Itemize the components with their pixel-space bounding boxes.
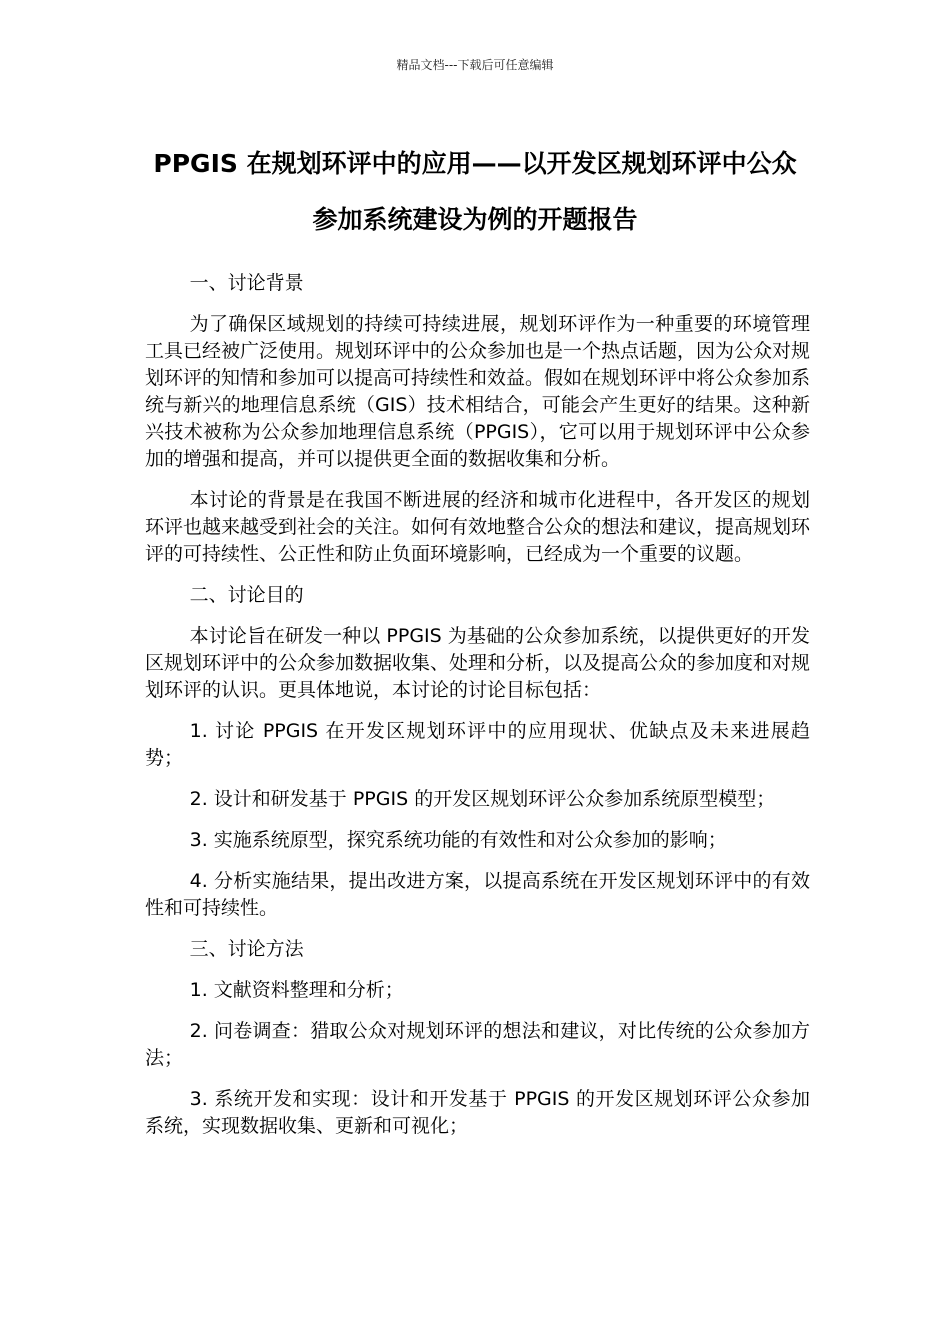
paragraph: 为了确保区域规划的持续可持续进展，规划环评作为一种重要的环境管理工具已经被广泛使用。规划环评中的公众参加也是一个热点话题，因为公众对规划环评的知情和参加可以提高可持续性和效益。假如在规划环评中将公众参加系统与新兴的地理信息系统（GIS）技术相结合，可能会产生更好的结果。这种新兴技术被称为公众参加地理信息系统（PPGIS），它可以用于规划环评中公众参加的增强和提高，并可以提供更全面的数据收集和分析。 <box>145 313 811 470</box>
list-item: 3. 系统开发和实现：设计和开发基于 PPGIS 的开发区规划环评公众参加系统，实现数据收集、更新和可视化； <box>145 1088 810 1137</box>
list-item: 4. 分析实施结果，提出改进方案，以提高系统在开发区规划环评中的有效性和可持续性。 <box>145 870 810 919</box>
paragraph: 本讨论的背景是在我国不断进展的经济和城市化进程中，各开发区的规划环评也越来越受到社会的关注。如何有效地整合公众的想法和建议，提高规划环评的可持续性、公正性和防止负面环境影响，已经成为一个重要的议题。 <box>145 489 811 565</box>
list-item: 2. 设计和研发基于 PPGIS 的开发区规划环评公众参加系统原型模型； <box>189 788 776 810</box>
paragraph: 本讨论旨在研发一种以 PPGIS 为基础的公众参加系统，以提供更好的开发区规划环评中的公众参加数据收集、处理和分析，以及提高公众的参加度和对规划环评的认识。更具体地说，本讨论的讨论目标包括： <box>145 625 811 701</box>
section-heading-method: 三、讨论方法 <box>189 938 304 960</box>
list-item: 3. 实施系统原型，探究系统功能的有效性和对公众参加的影响； <box>189 829 727 851</box>
document-title: PPGIS 在规划环评中的应用——以开发区规划环评中公众参加系统建设为例的开题报告 <box>153 149 797 234</box>
header-note: 精品文档---下载后可任意编辑 <box>396 58 554 72</box>
document-body <box>145 270 810 1154</box>
list-item: 1. 文献资料整理和分析； <box>189 979 404 1001</box>
list-item: 2. 问卷调查：猎取公众对规划环评的想法和建议，对比传统的公众参加方法； <box>145 1020 810 1069</box>
list-item: 1. 讨论 PPGIS 在开发区规划环评中的应用现状、优缺点及未来进展趋势； <box>145 720 810 769</box>
section-heading-purpose: 二、讨论目的 <box>189 584 304 606</box>
section-heading-background: 一、讨论背景 <box>189 272 304 294</box>
